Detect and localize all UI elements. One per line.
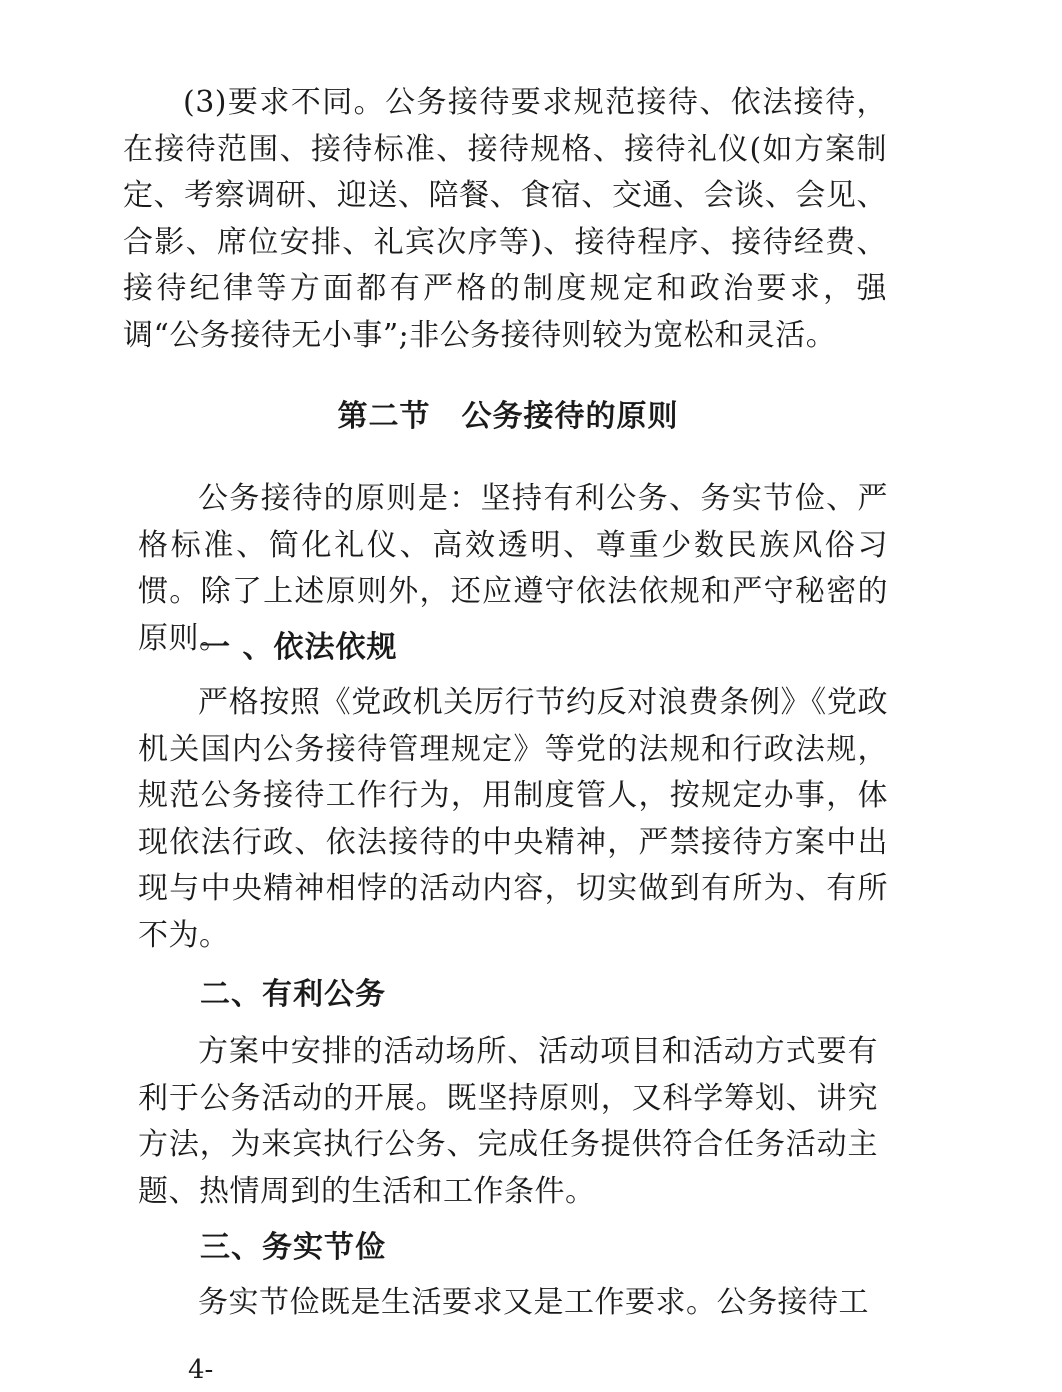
heading-benefit-official-duties: 二、有利公务 — [200, 977, 386, 1012]
paragraph-practical-frugality: 务实节俭既是生活要求又是工作要求。公务接待工 — [198, 1285, 869, 1320]
paragraph-requirements-difference: (3)要求不同。公务接待要求规范接待、依法接待，在接待范围、接待标准、接待规格、接待礼仪(如方案制定、考察调研、迎送、陪餐、食宿、交通、会谈、会见、合影、席位安排、礼宾次序等)、接待程序、接待经费、接待纪律等方面都有严格的制度规定和政治要求，强调“公务接待无小事”;非公务接待则较为宽松和灵活。 — [123, 85, 887, 353]
heading-practical-frugality: 三、务实节俭 — [200, 1230, 386, 1265]
paragraph-principles-intro: 公务接待的原则是：坚持有利公务、务实节俭、严格标准、简化礼仪、高效透明、尊重少数民族风俗习惯。除了上述原则外，还应遵守依法依规和严守秘密的原则。 — [138, 481, 888, 656]
paragraph-benefit-official-duties: 方案中安排的活动场所、活动项目和活动方式要有利于公务活动的开展。既坚持原则，又科学筹划、讲究方法，为来宾执行公务、完成任务提供符合任务活动主题、热情周到的生活和工作条件。 — [138, 1034, 878, 1209]
page-number: 4- — [188, 1355, 214, 1385]
heading-lawful-compliance: 一 、依法依规 — [200, 630, 398, 665]
section-title: 第二节 公务接待的原则 — [337, 399, 679, 434]
paragraph-lawful-compliance: 严格按照《党政机关厉行节约反对浪费条例》《党政机关国内公务接待管理规定》等党的法规和行政法规，规范公务接待工作行为，用制度管人，按规定办事，体现依法行政、依法接待的中央精神，严禁接待方案中出现与中央精神相悖的活动内容，切实做到有所为、有所不为。 — [138, 685, 888, 953]
